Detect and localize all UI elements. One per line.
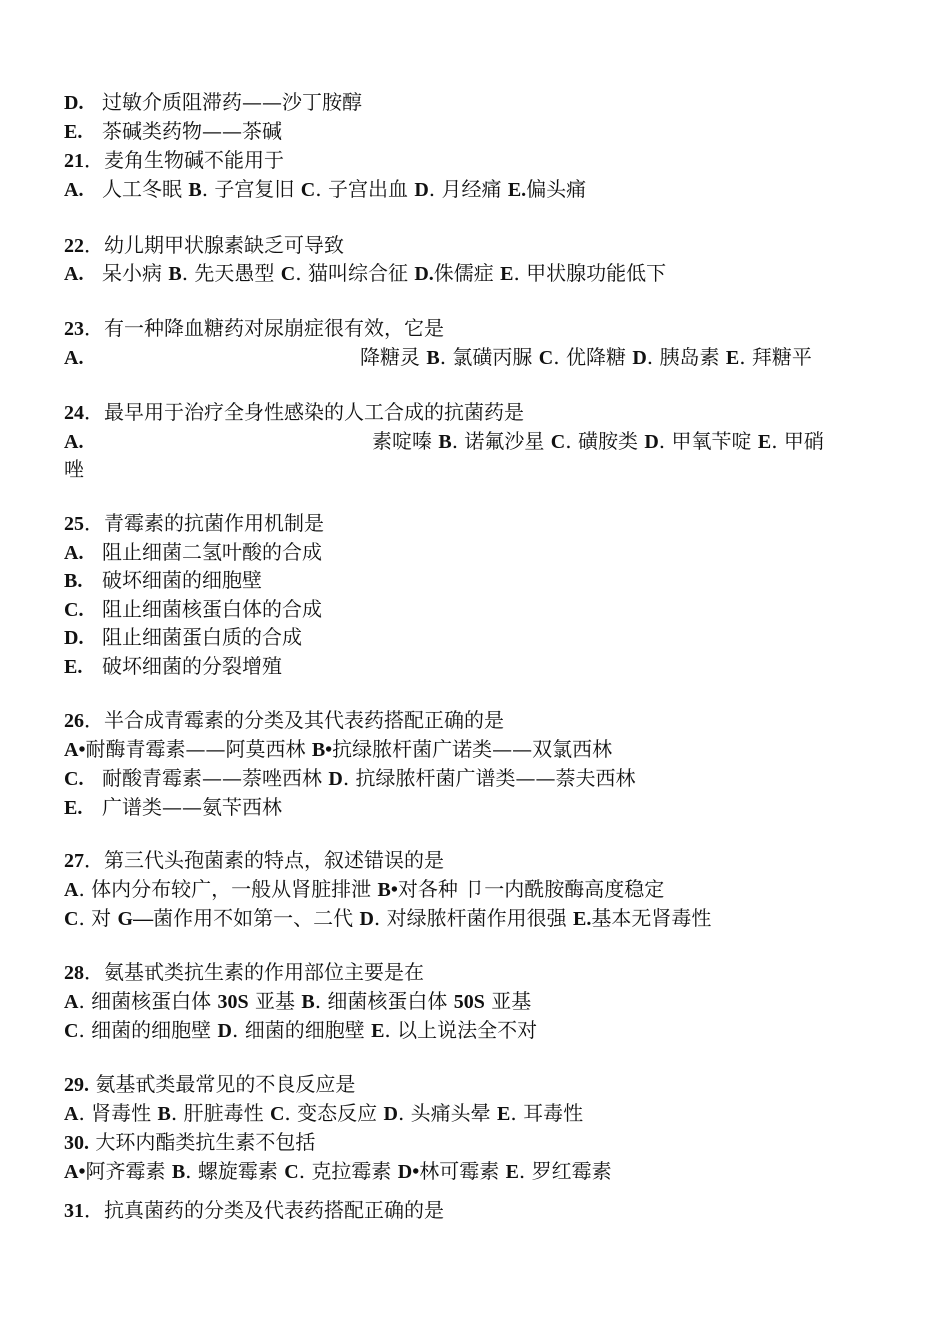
option-letter: D <box>644 431 659 453</box>
question-text: ．有一种降血糖药对尿崩症很有效，它是 <box>84 316 444 340</box>
option-letter: E <box>725 347 740 369</box>
gram-negative-label: G— <box>117 908 154 930</box>
option-letter: A. <box>64 179 84 201</box>
option-letter: E. <box>64 656 83 678</box>
option-text: . 磺胺类 <box>565 429 638 453</box>
option-text: 降糖灵 <box>360 345 420 369</box>
option-letter: C <box>300 179 316 201</box>
option-text: 素啶嗪 <box>372 429 432 453</box>
question-28 <box>64 958 864 987</box>
option-letter: C <box>64 1020 79 1042</box>
option-text: . 罗红霉素 <box>518 1159 612 1183</box>
option-text: 耐酸青霉素——萘唑西林 <box>102 766 322 790</box>
option-letter: E. <box>64 121 83 143</box>
option-text: . 猫叫综合征 <box>295 261 408 285</box>
question-23 <box>64 314 864 343</box>
option-text: 破坏细菌的细胞壁 <box>102 568 262 592</box>
question-22 <box>64 231 864 260</box>
question-text: ．半合成青霉素的分类及其代表药搭配正确的是 <box>84 708 504 732</box>
option-letter: B <box>171 1161 186 1183</box>
option-text: . 细菌核蛋白体 <box>314 989 448 1013</box>
option-letter: B. <box>64 570 83 592</box>
option-text: 阻止细菌二氢叶酸的合成 <box>102 540 322 564</box>
option-text: 阿齐霉素 <box>85 1159 166 1183</box>
option-letter: B• <box>377 879 398 901</box>
option-text: . 细菌的细胞壁 <box>231 1018 365 1042</box>
option-line <box>64 1099 864 1128</box>
option-text: 对各种 <box>397 877 458 901</box>
option-line <box>64 117 864 146</box>
option-text: 广谱类——氨苄西林 <box>102 795 282 819</box>
option-text: . 胰岛素 <box>646 345 720 369</box>
option-text: . 抗绿脓杆菌广谱类——萘夫西林 <box>342 766 636 790</box>
question-number: 28 <box>64 962 84 984</box>
option-line <box>64 175 864 204</box>
option-letter: C. <box>64 599 84 621</box>
option-text: 阻止细菌核蛋白体的合成 <box>102 597 322 621</box>
option-letter: E <box>371 1020 385 1042</box>
option-line <box>64 538 864 567</box>
option-line <box>64 764 864 793</box>
option-line <box>64 1016 864 1045</box>
question-text: ．抗真菌药的分类及代表药搭配正确的是 <box>84 1198 444 1222</box>
option-text: . 头痛头晕 <box>397 1101 491 1125</box>
option-line <box>64 343 864 372</box>
question-number: 25 <box>64 513 84 535</box>
option-letter: B <box>426 347 440 369</box>
option-letter: C. <box>64 768 84 790</box>
option-letter: A. <box>64 347 84 369</box>
option-letter: A <box>64 991 79 1013</box>
option-letter: B <box>301 991 315 1013</box>
beta-glyph: 卩一 <box>464 877 505 901</box>
question-number: 21 <box>64 150 84 172</box>
question-25 <box>64 509 864 538</box>
option-letter: E <box>497 1103 511 1125</box>
option-text: . 细菌的细胞壁 <box>78 1018 212 1042</box>
option-text: 破坏细菌的分裂增殖 <box>102 654 282 678</box>
option-text: 菌作用不如第一、二代 <box>153 906 354 930</box>
question-30 <box>64 1128 864 1157</box>
option-line <box>64 652 864 681</box>
option-text: 唑 <box>64 457 84 481</box>
question-number: 29. <box>64 1074 89 1096</box>
question-number: 27 <box>64 850 84 872</box>
subunit-label: 50S <box>453 991 485 1013</box>
question-21 <box>64 146 864 175</box>
option-letter: A. <box>64 431 84 453</box>
option-text: . 甲硝 <box>771 429 824 453</box>
option-text: . 以上说法全不对 <box>384 1018 538 1042</box>
option-line <box>64 566 864 595</box>
option-text: . 对 <box>78 906 112 930</box>
question-text: 大环内酯类抗生素不包括 <box>95 1130 316 1154</box>
option-letter: A• <box>64 739 86 761</box>
option-text: . 月经痛 <box>428 177 502 201</box>
option-letter: A. <box>64 263 84 285</box>
option-text: 侏儒症 <box>433 261 494 285</box>
option-text: . 拜糖平 <box>739 345 812 369</box>
option-text: . 优降糖 <box>553 345 626 369</box>
question-number: 24 <box>64 402 84 424</box>
question-26 <box>64 706 864 735</box>
question-29 <box>64 1070 864 1099</box>
question-number: 30. <box>64 1132 89 1154</box>
option-text: 过敏介质阻滞药——沙丁胺醇 <box>102 90 362 114</box>
option-letter: E. <box>572 908 592 930</box>
question-text: ．第三代头孢菌素的特点，叙述错误的是 <box>84 848 444 872</box>
option-letter: C <box>280 263 296 285</box>
option-letter: D. <box>414 263 434 285</box>
question-number: 26 <box>64 710 84 732</box>
option-text: 基本无肾毒性 <box>591 906 712 930</box>
option-line <box>64 88 864 117</box>
option-text: . 氯磺丙脲 <box>439 345 533 369</box>
option-text: 阻止细菌蛋白质的合成 <box>102 625 302 649</box>
option-text: . 对绿脓杆菌作用很强 <box>373 906 567 930</box>
option-text: 呆小病 <box>102 261 162 285</box>
question-number: 23 <box>64 318 84 340</box>
option-text: . 甲氧苄啶 <box>658 429 752 453</box>
option-text: . 克拉霉素 <box>298 1159 392 1183</box>
option-line <box>64 875 864 904</box>
option-text: . 变态反应 <box>284 1101 378 1125</box>
option-letter: E <box>757 431 772 453</box>
option-letter: D <box>359 908 374 930</box>
option-text: 抗绿脓杆菌广诺类——双氯西林 <box>332 737 613 761</box>
option-text: 内酰胺酶高度稳定 <box>504 877 665 901</box>
option-text: 亚基 <box>491 989 532 1013</box>
option-line <box>64 1157 864 1186</box>
option-letter: D <box>383 1103 398 1125</box>
option-text: . 肾毒性 <box>78 1101 152 1125</box>
subunit-label: 30S <box>217 991 249 1013</box>
option-letter: D <box>414 179 429 201</box>
option-letter: B <box>157 1103 171 1125</box>
option-letter: B <box>168 263 182 285</box>
option-line <box>64 259 864 288</box>
option-line <box>64 735 864 764</box>
option-text: . 肝脏毒性 <box>170 1101 264 1125</box>
option-letter: B <box>438 431 452 453</box>
option-letter: D. <box>64 92 84 114</box>
option-letter: D <box>217 1020 232 1042</box>
question-text: ．青霉素的抗菌作用机制是 <box>84 511 324 535</box>
option-text: . 细菌核蛋白体 <box>78 989 212 1013</box>
option-letter: C <box>550 431 566 453</box>
option-text: . 体内分布较广，一般从肾脏排泄 <box>78 877 372 901</box>
option-letter: E <box>500 263 514 285</box>
option-line <box>64 793 864 822</box>
question-text: ．麦角生物碱不能用于 <box>84 148 284 172</box>
option-letter: A <box>64 1103 79 1125</box>
question-27 <box>64 846 864 875</box>
option-text: 耐酶青霉素——阿莫西林 <box>85 737 306 761</box>
question-text: ．氨基甙类抗生素的作用部位主要是在 <box>84 960 424 984</box>
option-text: 人工冬眠 <box>102 177 182 201</box>
option-text: . 甲状腺功能低下 <box>513 261 667 285</box>
option-letter: E <box>505 1161 519 1183</box>
question-text: ．幼儿期甲状腺素缺乏可导致 <box>84 233 344 257</box>
option-letter: B• <box>311 739 333 761</box>
option-letter: E. <box>64 797 83 819</box>
option-text: 茶碱类药物——茶碱 <box>102 119 282 143</box>
option-letter: D <box>328 768 343 790</box>
option-line <box>64 455 864 483</box>
option-text: . 耳毒性 <box>510 1101 584 1125</box>
question-number: 22 <box>64 235 84 257</box>
option-letter: C <box>64 908 79 930</box>
option-letter: C <box>269 1103 285 1125</box>
option-letter: C <box>284 1161 299 1183</box>
option-line <box>64 595 864 624</box>
question-number: 31 <box>64 1200 84 1222</box>
option-letter: B <box>188 179 202 201</box>
option-letter: E. <box>507 179 527 201</box>
question-31 <box>64 1196 864 1225</box>
option-text: . 螺旋霉素 <box>185 1159 278 1183</box>
question-text: 氨基甙类最常见的不良反应是 <box>95 1072 356 1096</box>
option-line <box>64 987 864 1016</box>
option-letter: D. <box>64 627 84 649</box>
option-line <box>64 623 864 652</box>
option-text: 亚基 <box>255 989 296 1013</box>
option-letter: A. <box>64 542 84 564</box>
question-24 <box>64 398 864 427</box>
option-line <box>64 904 864 933</box>
option-letter: D• <box>397 1161 420 1183</box>
option-letter: C <box>538 347 554 369</box>
option-letter: A• <box>64 1161 86 1183</box>
option-text: . 子宫复旧 <box>201 177 295 201</box>
option-text: 偏头痛 <box>526 177 587 201</box>
option-letter: D <box>632 347 647 369</box>
option-line <box>64 427 864 456</box>
option-text: 林可霉素 <box>419 1159 500 1183</box>
option-text: . 子宫出血 <box>315 177 408 201</box>
option-text: . 先天愚型 <box>181 261 275 285</box>
option-letter: A <box>64 879 79 901</box>
option-text: . 诺氟沙星 <box>451 429 545 453</box>
question-text: ．最早用于治疗全身性感染的人工合成的抗菌药是 <box>84 400 524 424</box>
